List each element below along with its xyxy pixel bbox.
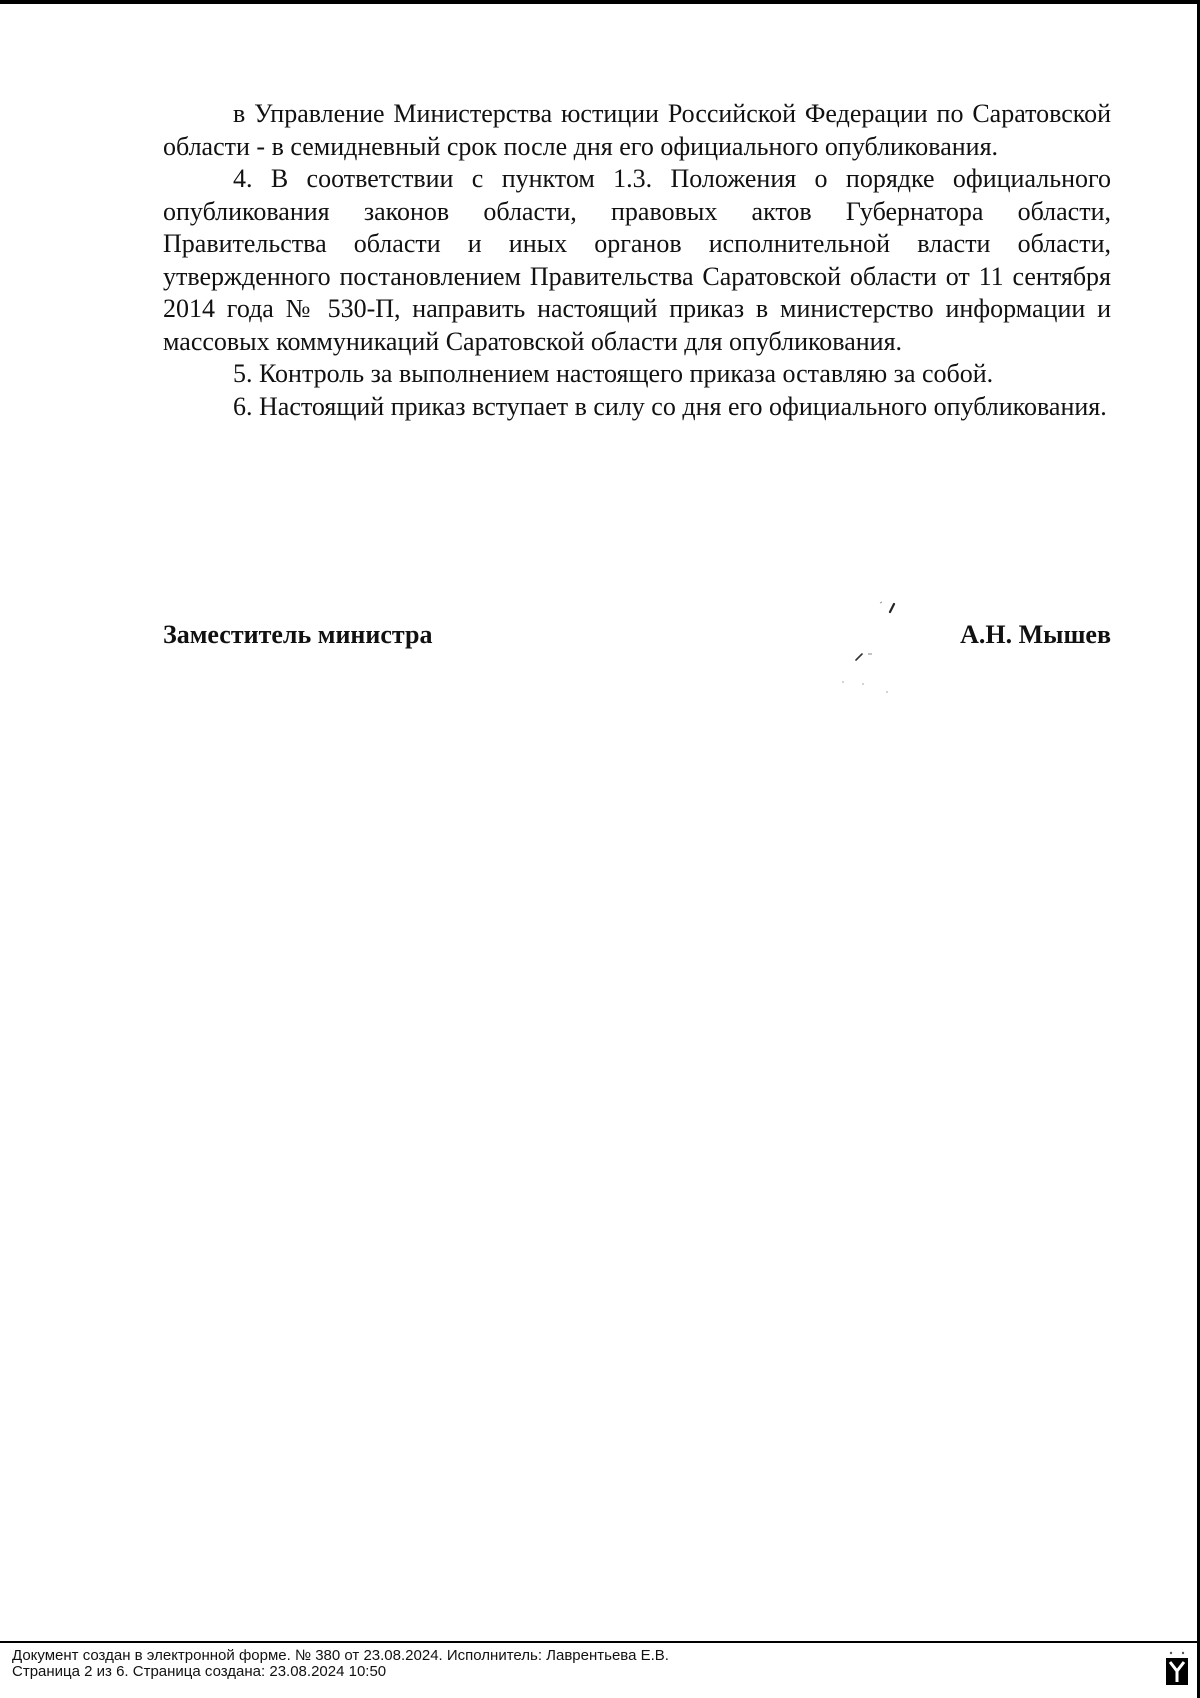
handwritten-signature-mark: [818, 590, 918, 700]
footer-line-1: Документ создан в электронной форме. № 380 от 23.08.2024. Исполнитель: Лаврентьева Е.В.: [12, 1647, 669, 1664]
document-body: [163, 98, 1111, 423]
signer-name: А.Н. Мышев: [960, 620, 1111, 649]
page-top-border: [0, 0, 1200, 4]
paragraph-continuation: в Управление Министерства юстиции Российской Федерации по Саратовской области - в семидневный срок после дня его официального опубликования.: [163, 99, 1111, 161]
footer-divider: [0, 1641, 1200, 1643]
paragraph-item-5: 5. Контроль за выполнением настоящего приказа оставляю за собой.: [233, 359, 994, 388]
signature-block: [163, 614, 1111, 664]
signer-position: Заместитель министра: [163, 620, 433, 649]
footer-line-2: Страница 2 из 6. Страница создана: 23.08.2024 10:50: [12, 1663, 387, 1680]
footer: [12, 1648, 669, 1680]
paragraph-item-4: 4. В соответствии с пунктом 1.3. Положения о порядке официального опубликования законов области, правовых актов Губернатора области, Правительства области и иных органов исполнительной власти области, утвержденного постановлением Правительства Саратовской области от 11 сентября 2014 года № 530-П, направить настоящий приказ в министерство информации и массовых коммуникаций Саратовской области для опубликования.: [163, 164, 1111, 356]
document-system-logo-icon: [1164, 1650, 1190, 1686]
paragraph-item-6: 6. Настоящий приказ вступает в силу со дня его официального опубликования.: [233, 391, 1107, 421]
